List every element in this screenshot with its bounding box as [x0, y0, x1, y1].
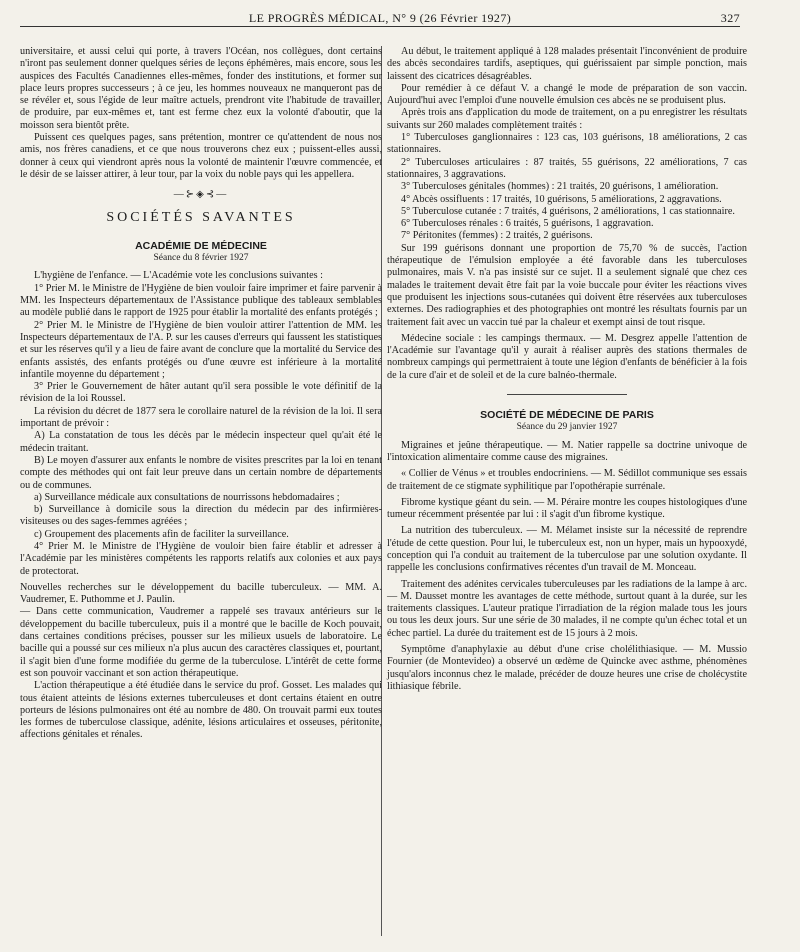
paragraph: La nutrition des tuberculeux. — M. Mélamet insiste sur la nécessité de reprendre l'étude de cette question. Pour lui, le tuberculeux est, non un hyper, mais un hypooxydé, conception qui l'a conduit au traitement de la tuberculose par une solution oxydante. Il rappelle les conclusions confirmatives récentes d'un travail de M. Monceau.	[387, 525, 747, 574]
left-column	[20, 46, 382, 742]
paragraph: 3° Prier le Gouvernement de hâter autant qu'il sera possible le vote définitif de la révision de la loi Roussel.	[20, 381, 382, 405]
paragraph: La révision du décret de 1877 sera le corollaire naturel de la révision de la loi. Il sera important de prévoir :	[20, 405, 382, 430]
academy-title: ACADÉMIE DE MÉDECINE	[135, 239, 267, 252]
paragraph: « Collier de Vénus » et troubles endocriniens. — M. Sédillot communique ses essais de traitement de ce stigmate syphilitique par l'opothérapie surrénale.	[387, 468, 747, 492]
paragraph: A) La constatation de tous les décès par le médecin inspecteur quel qu'ait été le médecin traitant.	[20, 430, 382, 454]
paragraph: Fibrome kystique géant du sein. — M. Péraire montre les coupes histologiques d'une tumeur récemment présentée par lui : il s'agit d'un fibrome kystique.	[387, 496, 747, 521]
section-title: SOCIÉTÉS SAVANTES	[106, 209, 296, 225]
paragraph: 2° Prier M. le Ministre de l'Hygiène de bien vouloir attirer l'attention de MM. les Inspecteurs départementaux de l'A. P. sur les causes d'erreurs qui faussent les statistiques et sur les réserves qu'il y a lieu de faire avant de conclure que la mortalité du Service des enfants assistés, des enfants protégés ou d'une œuvre est inférieure à la mortalité infantile moyenne du département ;	[20, 319, 382, 380]
intro-paragraph-2: Puissent ces quelques pages, sans prétention, montrer ce qu'attendent de nous nos amis, nos frères canadiens, et ce que nous trouverons chez eux ; puissent-elles aussi, donner à ceux qui viendront après nous la volonté de maintenir l'œuvre commencée, et le désir de se laisser attirer, à leur tour, par la voix du noble pays qui les appellera.	[20, 132, 382, 180]
paragraph: — Dans cette communication, Vaudremer a rappelé ses travaux antérieurs sur le développement du bacille tuberculeux, puis il a montré que le bacille de Koch pouvait, dans certaines conditions précises, pousser sur les milieux usuels de laboratoire. Le bacille qui a poussé sur ces milieux n'a plus aucun des caractères classiques et, pourtant, il s'agit bien d'une forme modifiée du germe de la tuberculose. L'intérêt de cette forme est son pouvoir vaccinant et son action thérapeutique.	[20, 606, 382, 679]
page-header	[20, 8, 740, 27]
paragraph: Pour remédier à ce défaut V. a changé le mode de préparation de son vaccin. Aujourd'hui avec l'emploi d'une nouvelle émulsion ces abcès ne se produisent plus.	[387, 82, 747, 107]
paragraph: Sur 199 guérisons donnant une proportion de 75,70 % de succès, l'action thérapeutique de l'émulsion employée a été favorable dans les tuberculoses pulmonaires, mais V. n'a pas insisté sur ce sujet. Il a seulement signalé que chez ces malades le traitement devait être fait par la voie buccale pour éviter les réactions vives que produisent les injections sous-cutanées qui doivent être réservées aux tuberculoses externes. Des radiographies et des photographies ont montré les résultats fournis par un traitement fait avec un vaccin tué par la chaleur et exempt ainsi de tout risque.	[387, 242, 747, 328]
ornament-divider: —⊱◈⊰—	[173, 189, 229, 201]
paragraph: Traitement des adénites cervicales tuberculeuses par les radiations de la lampe à arc. — M. Dausset montre les avantages de cette méthode, surtout quant à la durée, sur les traitements classiques. L'auteur pratique l'irradiation de la région malade tous les jours ou tous les deux jours. Sur une série de 30 malades, il ne compte qu'un échec total et un échec partiel. La durée du traitement est de 15 jours à 2 mois.	[387, 578, 747, 639]
right-column	[387, 46, 747, 693]
result-item: 5° Tuberculose cutanée : 7 traités, 4 guérisons, 2 améliorations, 1 cas stationnaire.	[401, 205, 735, 217]
paragraph: Migraines et jeûne thérapeutique. — M. Natier rappelle sa doctrine univoque de l'intoxication alimentaire comme cause des migraines.	[387, 439, 747, 463]
paragraph: c) Groupement des placements afin de faciliter la surveillance.	[34, 528, 289, 540]
intro-paragraph: universitaire, et aussi celui qui porte, à travers l'Océan, nos collègues, dont certains n'iront pas seulement donner quelques séries de leçons éphémères, mais encore, sous les auspices des Facultés Canadiennes elles-mêmes, fonder des institutions, et former sur place leurs propres successeurs ; à ce jeu, les hommes nouveaux ne manqueront pas de se révéler et, sous l'égide de leur maître actuels, prendront vite l'habitude de travailler, de produire, par eux-mêmes et, tant est ferme chez eux la volonté d'aboutir, que la moisson sera bientôt prête.	[20, 46, 382, 131]
result-item: 4° Abcès ossifluents : 17 traités, 10 guérisons, 5 améliorations, 2 aggravations.	[401, 193, 722, 205]
result-item: 6° Tuberculoses rénales : 6 traités, 5 guérisons, 1 aggravation.	[401, 218, 654, 230]
result-item: 3° Tuberculoses génitales (hommes) : 21 traités, 20 guérisons, 1 amélioration.	[401, 181, 719, 193]
paragraph: a) Surveillance médicale aux consultations de nourrissons hebdomadaires ;	[34, 491, 340, 503]
paragraph: L'hygiène de l'enfance. — L'Académie vote les conclusions suivantes :	[34, 270, 323, 282]
page-number: 327	[720, 11, 740, 25]
paragraph: Médecine sociale : les campings thermaux. — M. Desgrez appelle l'attention de l'Académie sur l'avantage qu'il y aurait à réaliser auprès des stations thermales de nombreux campings qui permettraient à toute une légion d'enfants de bénéficier à la fois de la cure d'air et de soleil et de la cure balnéo-thermale.	[387, 332, 747, 381]
paragraph: L'action thérapeutique a été étudiée dans le service du prof. Gosset. Les malades qui tous étaient atteints de lésions externes tuberculeuses et dont certains étaient en outre porteurs de lésions pulmonaires ont été au nombre de 480. On trouvait parmi eux toutes les formes de tuberculose classique, adénite, lésions articulaires et osseuses, péritonite, affections génitales et rénales.	[20, 680, 382, 741]
society-title: SOCIÉTÉ DE MÉDECINE DE PARIS	[480, 409, 654, 422]
paragraph: 4° Prier M. le Ministre de l'Hygiène de vouloir bien faire établir et adresser à l'Académie par les ministères compétents les rapports relatifs aux colonies et aux pays de protectorat.	[20, 540, 382, 577]
paragraph: b) Surveillance à domicile sous la direction du médecin par des infirmières-visiteuses ou des sages-femmes agréées ;	[20, 504, 382, 528]
academy-date: Séance du 8 février 1927	[153, 253, 249, 264]
result-item: 1° Tuberculoses ganglionnaires : 123 cas, 103 guérisons, 18 améliorations, 2 cas stationnaires.	[387, 132, 747, 156]
paragraph: Au début, le traitement appliqué à 128 malades présentait l'inconvénient de produire des abcès secondaires tardifs, aseptiques, qui guérissaient par simple ponction, mais laissent des cicatrices désagréables.	[387, 46, 747, 82]
result-item: 2° Tuberculoses articulaires : 87 traités, 55 guérisons, 22 améliorations, 7 cas stationnaires, 3 aggravations.	[387, 156, 747, 180]
paragraph: Après trois ans d'application du mode de traitement, on a pu enregistrer les résultats suivants sur 260 malades complètement traités :	[387, 107, 747, 131]
paragraph: B) Le moyen d'assurer aux enfants le nombre de visites prescrites par la loi en tenant compte des méthodes qui ont fait leur preuve dans un certain nombre de départements ou de communes.	[20, 454, 382, 491]
society-date: Séance du 29 janvier 1927	[516, 422, 618, 433]
result-item: 7° Péritonites (femmes) : 2 traités, 2 guérisons.	[401, 230, 593, 242]
paragraph: 1° Prier M. le Ministre de l'Hygiène de bien vouloir faire imprimer et faire parvenir à MM. les Inspecteurs départementaux de l'Assistance publique des tableaux semblables au modèle publié dans le rapport de 1925 pour établir la mortalité des enfants protégés ;	[20, 282, 382, 319]
article-title: Nouvelles recherches sur le développement du bacille tuberculeux. — MM. A. Vaudremer, E. Puthomme et J. Paulin.	[20, 581, 382, 606]
section-divider	[507, 394, 627, 395]
running-head: LE PROGRÈS MÉDICAL, N° 9 (26 Février 1927)	[248, 11, 512, 25]
paragraph: Symptôme d'anaphylaxie au début d'une crise cholélithiasique. — M. Mussio Fournier (de Montevideo) a observé un œdème de Quincke avec asthme, phénomènes jusqu'alors inconnus chez le malade, précéder de douze heures une crise de cholécystite lithiasique fébrile.	[387, 644, 747, 692]
